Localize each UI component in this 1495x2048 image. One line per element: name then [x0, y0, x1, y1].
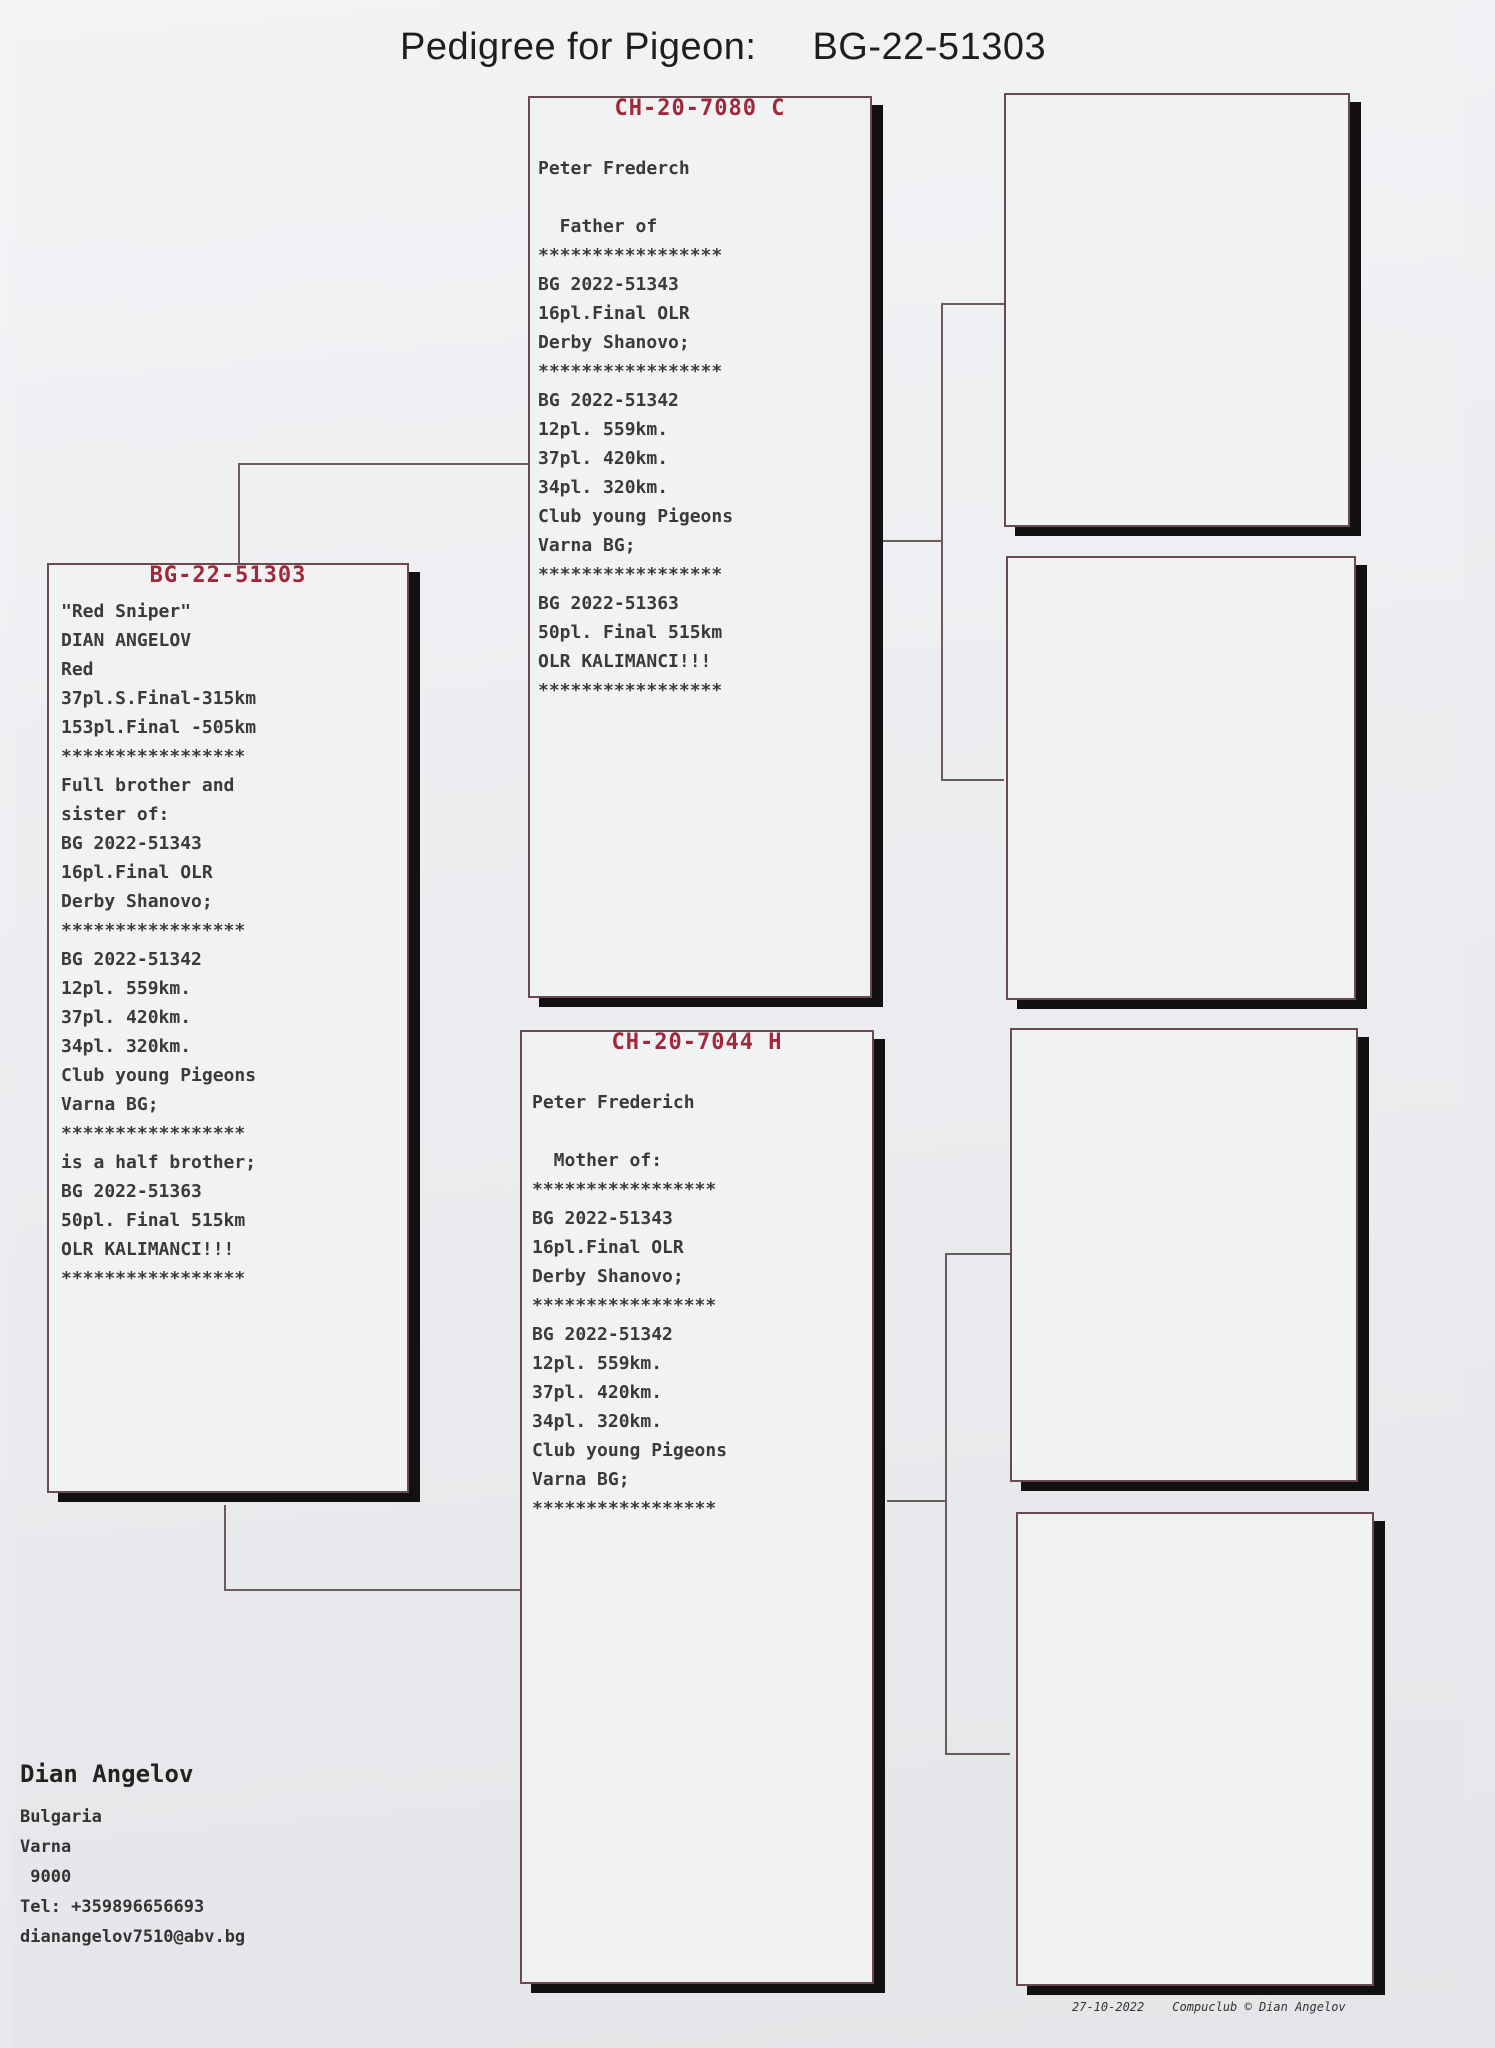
- dam-ring: CH-20-7044 H: [611, 1030, 783, 1055]
- subject-notes: [49, 565, 407, 1293]
- dam-line: Derby Shanovo;: [532, 1266, 684, 1287]
- subject-line: BG 2022-51363: [61, 1181, 202, 1202]
- sire-line: *****************: [538, 361, 723, 382]
- connector-dam-gd: [945, 1753, 1010, 1755]
- sire-line: 34pl. 320km.: [538, 477, 669, 498]
- subject-line: Full brother and: [61, 775, 235, 796]
- connector-subject-sire-h: [238, 463, 528, 465]
- page-title: [400, 26, 1100, 69]
- subject-ring: BG-22-51303: [149, 563, 307, 588]
- sire-line: OLR KALIMANCI!!!: [538, 651, 712, 672]
- sire-line: 12pl. 559km.: [538, 419, 669, 440]
- dam-line: Club young Pigeons: [532, 1440, 728, 1461]
- granddam-maternal-card: [1016, 1512, 1374, 1986]
- dam-line: BG 2022-51342: [532, 1324, 673, 1345]
- owner-contact: [20, 1802, 245, 1952]
- subject-line: BG 2022-51342: [61, 949, 202, 970]
- connector-sire-bracket: [941, 303, 943, 781]
- connector-subject-sire-v: [238, 463, 240, 563]
- sire-card: [528, 96, 872, 998]
- footer-credit: Compuclub © Dian Angelov: [1172, 2000, 1346, 2014]
- footer-date: 27-10-2022: [1072, 2000, 1145, 2014]
- sire-ring: CH-20-7080 C: [614, 96, 786, 121]
- grandsire-paternal-card: [1004, 93, 1350, 527]
- dam-notes: [522, 1032, 872, 1523]
- sire-line: *****************: [538, 245, 723, 266]
- subject-pigeon-card: [47, 563, 409, 1493]
- connector-dam-bracket: [945, 1253, 947, 1755]
- grandsire-maternal-card: [1010, 1028, 1358, 1482]
- owner-line: 9000: [20, 1867, 72, 1887]
- sire-line: *****************: [538, 564, 723, 585]
- connector-dam-gs: [945, 1253, 1010, 1255]
- sire-line: Club young Pigeons: [538, 506, 734, 527]
- owner-line: Tel: +359896656693: [20, 1897, 205, 1917]
- subject-line: 37pl. 420km.: [61, 1007, 192, 1028]
- subject-line: DIAN ANGELOV: [61, 630, 192, 651]
- owner-line: dianangelov7510@abv.bg: [20, 1927, 246, 1947]
- sire-line: 16pl.Final OLR: [538, 303, 690, 324]
- connector-sire-gs: [941, 303, 1004, 305]
- dam-line: Peter Frederich: [532, 1092, 695, 1113]
- sire-line: Peter Frederch: [538, 158, 690, 179]
- dam-line: 34pl. 320km.: [532, 1411, 663, 1432]
- subject-line: "Red Sniper": [61, 601, 192, 622]
- subject-line: 37pl.S.Final-315km: [61, 688, 257, 709]
- dam-line: *****************: [532, 1498, 717, 1519]
- owner-line: Bulgaria: [20, 1807, 102, 1827]
- sire-line: 50pl. Final 515km: [538, 622, 723, 643]
- subject-line: Varna BG;: [61, 1094, 159, 1115]
- subject-line: 16pl.Final OLR: [61, 862, 213, 883]
- dam-card: [520, 1030, 874, 1984]
- subject-line: Red: [61, 659, 94, 680]
- connector-dam-stub: [887, 1500, 946, 1502]
- sire-line: Derby Shanovo;: [538, 332, 690, 353]
- connector-sire-gd: [941, 779, 1004, 781]
- subject-line: is a half brother;: [61, 1152, 257, 1173]
- sire-line: Varna BG;: [538, 535, 636, 556]
- dam-line: Varna BG;: [532, 1469, 630, 1490]
- footer: [1072, 2000, 1374, 2014]
- subject-line: *****************: [61, 746, 246, 767]
- connector-subject-dam-v: [224, 1505, 226, 1591]
- subject-line: *****************: [61, 1123, 246, 1144]
- dam-line: Mother of:: [532, 1150, 663, 1171]
- subject-line: 153pl.Final -505km: [61, 717, 257, 738]
- sire-line: *****************: [538, 680, 723, 701]
- subject-line: 34pl. 320km.: [61, 1036, 192, 1057]
- dam-line: *****************: [532, 1179, 717, 1200]
- subject-line: 12pl. 559km.: [61, 978, 192, 999]
- subject-line: *****************: [61, 920, 246, 941]
- owner-line: Varna: [20, 1837, 72, 1857]
- subject-line: BG 2022-51343: [61, 833, 202, 854]
- owner-name: Dian Angelov: [20, 1760, 194, 1788]
- connector-subject-dam-h: [224, 1589, 520, 1591]
- sire-line: BG 2022-51363: [538, 593, 679, 614]
- dam-line: 16pl.Final OLR: [532, 1237, 684, 1258]
- subject-line: 50pl. Final 515km: [61, 1210, 246, 1231]
- title-label: Pedigree for Pigeon:: [400, 26, 757, 68]
- dam-line: *****************: [532, 1295, 717, 1316]
- sire-line: Father of: [538, 216, 658, 237]
- sire-notes: [530, 98, 870, 705]
- subject-line: OLR KALIMANCI!!!: [61, 1239, 235, 1260]
- title-ring: BG-22-51303: [812, 26, 1047, 68]
- sire-line: 37pl. 420km.: [538, 448, 669, 469]
- subject-line: Club young Pigeons: [61, 1065, 257, 1086]
- subject-line: *****************: [61, 1268, 246, 1289]
- subject-line: sister of:: [61, 804, 170, 825]
- dam-line: 37pl. 420km.: [532, 1382, 663, 1403]
- dam-line: 12pl. 559km.: [532, 1353, 663, 1374]
- sire-line: BG 2022-51343: [538, 274, 679, 295]
- dam-line: BG 2022-51343: [532, 1208, 673, 1229]
- subject-line: Derby Shanovo;: [61, 891, 213, 912]
- connector-sire-stub: [882, 540, 942, 542]
- granddam-paternal-card: [1006, 556, 1356, 1000]
- sire-line: BG 2022-51342: [538, 390, 679, 411]
